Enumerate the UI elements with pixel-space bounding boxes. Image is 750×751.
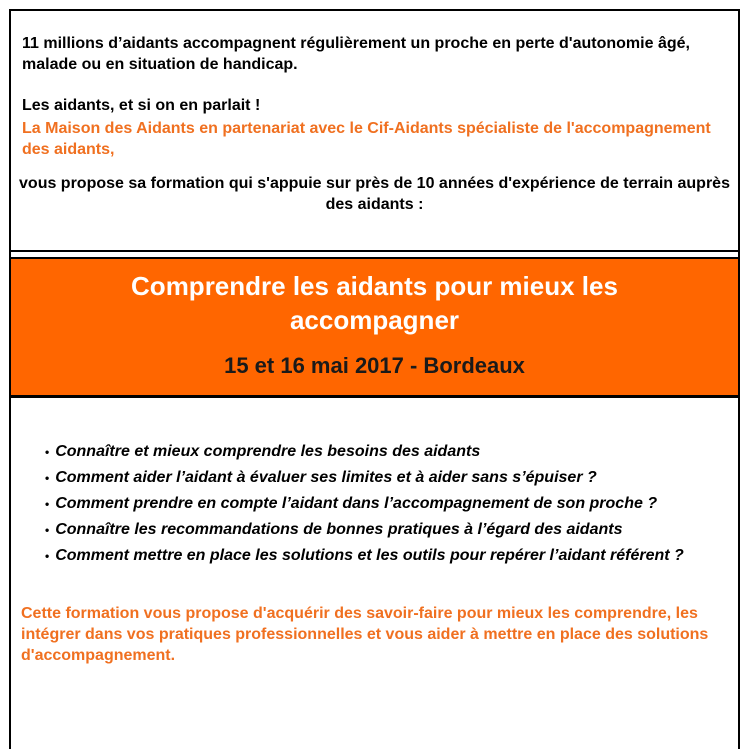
intro-paragraph-partnership: La Maison des Aidants en partenariat avec le Cif-Aidants spécialiste de l'accompagnement des aidants, xyxy=(22,120,711,158)
objectives-list xyxy=(45,441,725,571)
content-section xyxy=(11,396,738,751)
bullet-icon: • xyxy=(45,549,50,563)
list-item xyxy=(45,545,725,567)
bullet-icon: • xyxy=(45,497,50,511)
list-item-text: Connaître et mieux comprendre les besoins des aidants xyxy=(55,443,481,460)
list-item xyxy=(45,467,725,489)
intro-paragraph-statistic: 11 millions d’aidants accompagnent régulièrement un proche en perte d'autonomie âgé, malade ou en situation de handicap. xyxy=(22,35,690,73)
list-item-text: Comment mettre en place les solutions et les outils pour repérer l’aidant référent ? xyxy=(55,547,684,564)
closing-paragraph: Cette formation vous propose d'acquérir des savoir-faire pour mieux les comprendre, les intégrer dans vos pratiques professionnelles et vous aider à mettre en place des solutions d'accompagnement. xyxy=(21,605,709,664)
bullet-icon: • xyxy=(45,523,50,537)
date-location: 15 et 16 mai 2017 - Bordeaux xyxy=(224,353,525,378)
document-frame xyxy=(9,9,740,749)
list-item-text: Comment prendre en compte l’aidant dans l’accompagnement de son proche ? xyxy=(55,495,658,512)
intro-paragraph-offer: vous propose sa formation qui s'appuie sur près de 10 années d'expérience de terrain auprès des aidants : xyxy=(19,175,730,213)
intro-paragraph-question: Les aidants, et si on en parlait ! xyxy=(22,97,261,114)
list-item-text: Connaître les recommandations de bonnes pratiques à l’égard des aidants xyxy=(55,521,623,538)
bullet-icon: • xyxy=(45,471,50,485)
list-item xyxy=(45,519,725,541)
intro-section xyxy=(11,11,738,252)
title-banner xyxy=(11,257,738,397)
list-item xyxy=(45,441,725,463)
bullet-icon: • xyxy=(45,445,50,459)
list-item xyxy=(45,493,725,515)
list-item-text: Comment aider l’aidant à évaluer ses limites et à aider sans s’épuiser ? xyxy=(55,469,597,486)
training-title: Comprendre les aidants pour mieux les accompagner xyxy=(131,271,618,335)
